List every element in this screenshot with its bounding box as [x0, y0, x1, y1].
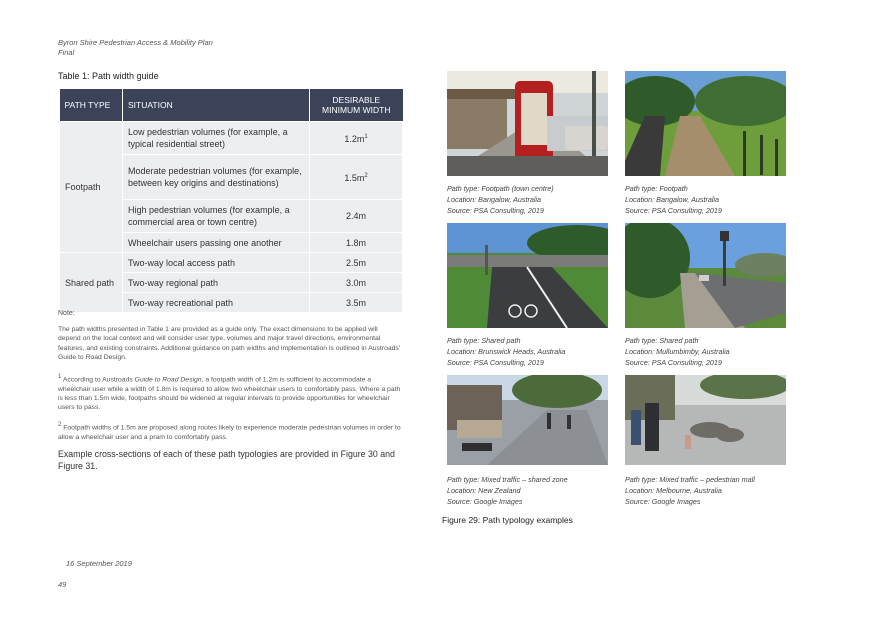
width-cell: 2.5m	[310, 253, 403, 273]
table-title: Table 1: Path width guide	[58, 71, 159, 81]
footer-date: 16 September 2019	[66, 559, 132, 568]
caption-photo-3: Path type: Shared path Location: Brunswick Heads, Australia Source: PSA Consulting, 2019	[447, 336, 566, 367]
width-cell: 3.0m	[310, 273, 403, 293]
caption-photo-1: Path type: Footpath (town centre) Location: Bangalow, Australia Source: PSA Consulting, 2019	[447, 184, 554, 215]
figure-caption: Figure 29: Path typology examples	[442, 515, 573, 525]
path-type-footpath: Footpath	[60, 122, 123, 253]
col-header-path-type: PATH TYPE	[60, 89, 123, 122]
situation-cell: Two-way recreational path	[123, 293, 310, 313]
photo-footpath-town-centre	[447, 71, 608, 176]
note-paragraph-3: $^2$ Footpath widths of 1.5m are proposed along routes likely to experience moderate pedestrian volumes in order to allow a wheelchair user and a pram to comfortably pass.	[58, 422, 401, 441]
width-cell: 3.5m	[310, 293, 403, 313]
table-row	[60, 253, 403, 273]
caption-photo-4: Path type: Shared path Location: Mullumbimby, Australia Source: PSA Consulting, 2019	[625, 336, 730, 367]
width-cell: $1.2m^1$	[310, 122, 403, 155]
caption-photo-6: Path type: Mixed traffic – pedestrian mall Location: Melbourne, Australia Source: Google Images	[625, 475, 755, 506]
situation-cell: Moderate pedestrian volumes (for example, between key origins and destinations)	[123, 155, 310, 200]
table-row	[60, 122, 403, 155]
photo-footpath	[625, 71, 786, 176]
width-cell: 2.4m	[310, 200, 403, 233]
caption-photo-2: Path type: Footpath Location: Bangalow, Australia Source: PSA Consulting, 2019	[625, 184, 722, 215]
photo-shared-path-brunswick	[447, 223, 608, 328]
situation-cell: High pedestrian volumes (for example, a commercial area or town centre)	[123, 200, 310, 233]
photo-mixed-traffic-pedestrian-mall	[625, 375, 786, 465]
path-type-shared: Shared path	[60, 253, 123, 313]
document-header	[58, 38, 213, 58]
situation-cell: Wheelchair users passing one another	[123, 233, 310, 253]
example-text: Example cross-sections of each of these path typologies are provided in Figure 30 and Figure 31.	[58, 449, 395, 471]
header-status: Final	[58, 48, 75, 57]
situation-cell: Two-way local access path	[123, 253, 310, 273]
page-number: 49	[58, 580, 67, 589]
table-header-row	[60, 89, 403, 122]
situation-cell: Two-way regional path	[123, 273, 310, 293]
col-header-situation: SITUATION	[123, 89, 310, 122]
situation-cell: Low pedestrian volumes (for example, a typical residential street)	[123, 122, 310, 155]
note-paragraph-1: The path widths presented in Table 1 are provided as a guide only. The exact dimensions to be applied will depend on the local context and will consider user type, volumes and major travel directions, environmental features, and existing constraints. Additional guidance on path widths and implementation is outlined in Austroads' Guide to Road Design.	[58, 326, 401, 362]
width-cell: 1.8m	[310, 233, 403, 253]
caption-photo-5: Path type: Mixed traffic – shared zone Location: New Zealand Source: Google Images	[447, 475, 568, 506]
photo-mixed-traffic-shared-zone	[447, 375, 608, 465]
path-width-table	[59, 89, 403, 313]
note-label: Note:	[58, 310, 75, 317]
header-title: Byron Shire Pedestrian Access & Mobility Plan	[58, 38, 213, 47]
width-cell: $1.5m^2$	[310, 155, 403, 200]
note-paragraph-2: $^1$ According to Austroads Guide to Road Design, a footpath width of 1.2m is sufficient to accommodate a wheelchair user while a width of 1.8m is required to allow two wheelchair users to comfortably pass. Where a path is less than 1.5m wide, footpaths should be widened at regular intervals to provide opportunities for wheelchair users to pass.	[58, 374, 401, 412]
photo-shared-path-mullumbimby	[625, 223, 786, 328]
col-header-min-width: DESIRABLE MINIMUM WIDTH	[310, 89, 403, 122]
